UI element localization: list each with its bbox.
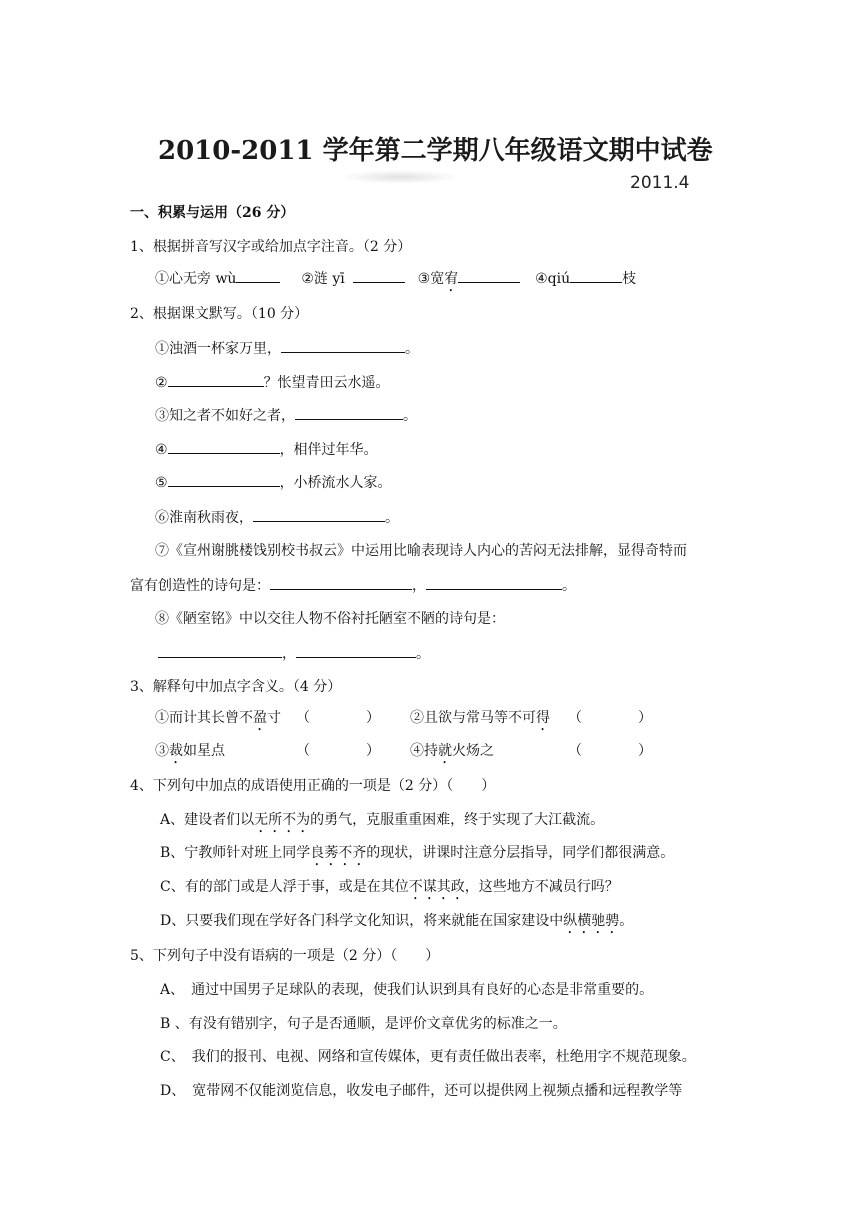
q5-option-d[interactable]: D、 宽带网不仅能浏览信息，收发电子邮件，还可以提供网上视频点播和远程教学等 xyxy=(160,1083,683,1099)
q2-line2-text: ② xyxy=(155,375,168,391)
q4-d-dotted: 纵横驰骋 xyxy=(563,913,620,929)
q2-line7-text: 富有创造性的诗句是： xyxy=(130,578,270,594)
q3-item1-dotted: 盈 xyxy=(253,710,267,726)
q3-item3-text: ③ xyxy=(155,743,169,759)
exam-title: 2010-2011 学年第二学期八年级语文期中试卷 xyxy=(158,136,713,166)
q2-line7: ⑦《宣州谢朓楼饯别校书叔云》中运用比喻表现诗人内心的苦闷无法排解，显得奇特而 xyxy=(155,543,687,559)
q2-line6-end: 。 xyxy=(385,510,399,526)
q1-item3: ③宽 xyxy=(417,271,445,287)
section-heading: 一、积累与运用（26 分） xyxy=(130,205,295,221)
q1-item4: ④qiú xyxy=(535,271,571,287)
q3-item4-tail: 火炀之 xyxy=(452,743,494,759)
q5-option-b[interactable]: B 、有没有错别字，句子是否通顺，是评价文章优劣的标准之一。 xyxy=(160,1016,567,1032)
q2-line3-end: 。 xyxy=(403,408,417,424)
q3-item1 xyxy=(155,708,281,734)
q2-line7-end: 。 xyxy=(562,578,576,594)
answer-blank[interactable] xyxy=(168,372,264,387)
q1-stem: 1、根据拼音写汉字或给加点字注音。（2 分） xyxy=(130,239,412,255)
q3-item3-tail: 如星点 xyxy=(183,743,225,759)
q2-line7-cont xyxy=(130,575,576,596)
q3-item4-dotted: 就 xyxy=(438,743,452,759)
q1-item4-tail: 枝 xyxy=(622,271,637,287)
answer-blank[interactable] xyxy=(426,575,562,590)
q2-line6 xyxy=(155,507,399,528)
q2-line8-comma: ， xyxy=(282,646,296,662)
q4-a-tail: 的勇气，克服重重困难，终于实现了大江截流。 xyxy=(310,812,605,828)
q4-c-dotted: 不谋其政 xyxy=(408,879,465,895)
q2-line3-text: ③知之者不如好之者， xyxy=(155,408,295,424)
q2-line1 xyxy=(155,338,419,359)
q2-line4-text: ④ xyxy=(155,442,168,458)
q4-b-dotted: 良莠不齐 xyxy=(310,845,367,861)
scan-smudge xyxy=(340,170,460,184)
q2-line8-end: 。 xyxy=(416,646,430,662)
q4-option-d[interactable] xyxy=(160,911,633,937)
q2-line4 xyxy=(155,439,378,460)
answer-blank[interactable] xyxy=(158,643,282,658)
q4-option-b[interactable] xyxy=(160,843,674,869)
answer-blank[interactable] xyxy=(236,268,280,283)
q3-paren3[interactable]: （ ） xyxy=(296,743,380,759)
q2-line2-end: ？怅望青田云水遥。 xyxy=(263,375,390,391)
q3-stem: 3、解释句中加点字含义。（4 分） xyxy=(130,679,342,695)
q3-paren2[interactable]: （ ） xyxy=(568,710,652,726)
q2-line7-comma: ， xyxy=(412,578,426,594)
q4-stem: 4、下列句中加点的成语使用正确的一项是（2 分）（ ） xyxy=(130,778,496,794)
answer-blank[interactable] xyxy=(570,268,622,283)
q3-paren4[interactable]: （ ） xyxy=(568,743,652,759)
q1-item3-dotted: 宥 xyxy=(444,271,459,287)
q3-paren1[interactable]: （ ） xyxy=(296,710,380,726)
q5-stem: 5、下列句子中没有语病的一项是（2 分）（ ） xyxy=(130,948,440,964)
q3-item1-tail: 寸 xyxy=(267,710,281,726)
q2-line6-text: ⑥淮南秋雨夜， xyxy=(155,510,253,526)
q4-option-a[interactable] xyxy=(160,810,604,836)
q5-option-a[interactable]: A、 通过中国男子足球队的表现，使我们认识到具有良好的心态是非常重要的。 xyxy=(160,982,654,998)
q3-item2 xyxy=(410,708,550,734)
answer-blank[interactable] xyxy=(295,405,403,420)
q4-d-text: D、只要我们现在学好各门科学文化知识，将来就能在国家建设中 xyxy=(160,913,564,929)
q4-b-tail: 的现状，讲课时注意分层指导，同学们都很满意。 xyxy=(366,845,675,861)
answer-blank[interactable] xyxy=(168,439,280,454)
q4-d-tail: 。 xyxy=(619,913,634,929)
q2-line8-answers xyxy=(158,643,430,664)
answer-blank[interactable] xyxy=(281,338,405,353)
exam-date: 2011.4 xyxy=(630,173,690,193)
q1-item2: ②涟 yī xyxy=(301,271,345,287)
q2-line8: ⑧《陋室铭》中以交往人物不俗衬托陋室不陋的诗句是： xyxy=(155,611,505,627)
q3-item4-text: ④持 xyxy=(410,743,438,759)
answer-blank[interactable] xyxy=(270,575,412,590)
answer-blank[interactable] xyxy=(253,507,385,522)
q4-c-tail: ，这些地方不减员行吗？ xyxy=(464,879,619,895)
q3-item1-text: ①而计其长曾不 xyxy=(155,710,253,726)
q2-line1-text: ①浊酒一杯家万里， xyxy=(155,341,281,357)
q2-line5 xyxy=(155,472,392,493)
q2-stem: 2、根据课文默写。（10 分） xyxy=(130,306,309,322)
answer-blank[interactable] xyxy=(168,472,280,487)
q4-a-dotted: 无所不为 xyxy=(254,812,311,828)
q2-line2 xyxy=(155,372,390,393)
q2-line5-text: ⑤ xyxy=(155,475,168,491)
q2-line3 xyxy=(155,405,417,426)
q4-option-c[interactable] xyxy=(160,877,619,903)
q2-line5-end: ，小桥流水人家。 xyxy=(279,475,392,491)
q1-item1: ①心无旁 wù xyxy=(155,271,237,287)
q3-item4 xyxy=(410,741,494,767)
answer-blank[interactable] xyxy=(296,643,416,658)
q1-items xyxy=(155,268,636,295)
q3-item3-dotted: 裁 xyxy=(169,743,183,759)
answer-blank[interactable] xyxy=(353,268,405,283)
q3-item2-dotted: 得 xyxy=(536,710,550,726)
q5-option-c[interactable]: C、 我们的报刊、电视、网络和宣传媒体，更有责任做出表率，杜绝用字不规范现象。 xyxy=(160,1049,696,1065)
q4-a-text: A、建设者们以 xyxy=(160,812,255,828)
q3-item2-text: ②且欲与常马等不可 xyxy=(410,710,536,726)
answer-blank[interactable] xyxy=(458,268,520,283)
q4-b-text: B、宁教师针对班上同学 xyxy=(160,845,311,861)
q4-c-text: C、有的部门或是人浮于事，或是在其位 xyxy=(160,879,409,895)
q3-item3 xyxy=(155,741,225,767)
q2-line1-end: 。 xyxy=(405,341,419,357)
q2-line4-end: ，相伴过年华。 xyxy=(279,442,378,458)
